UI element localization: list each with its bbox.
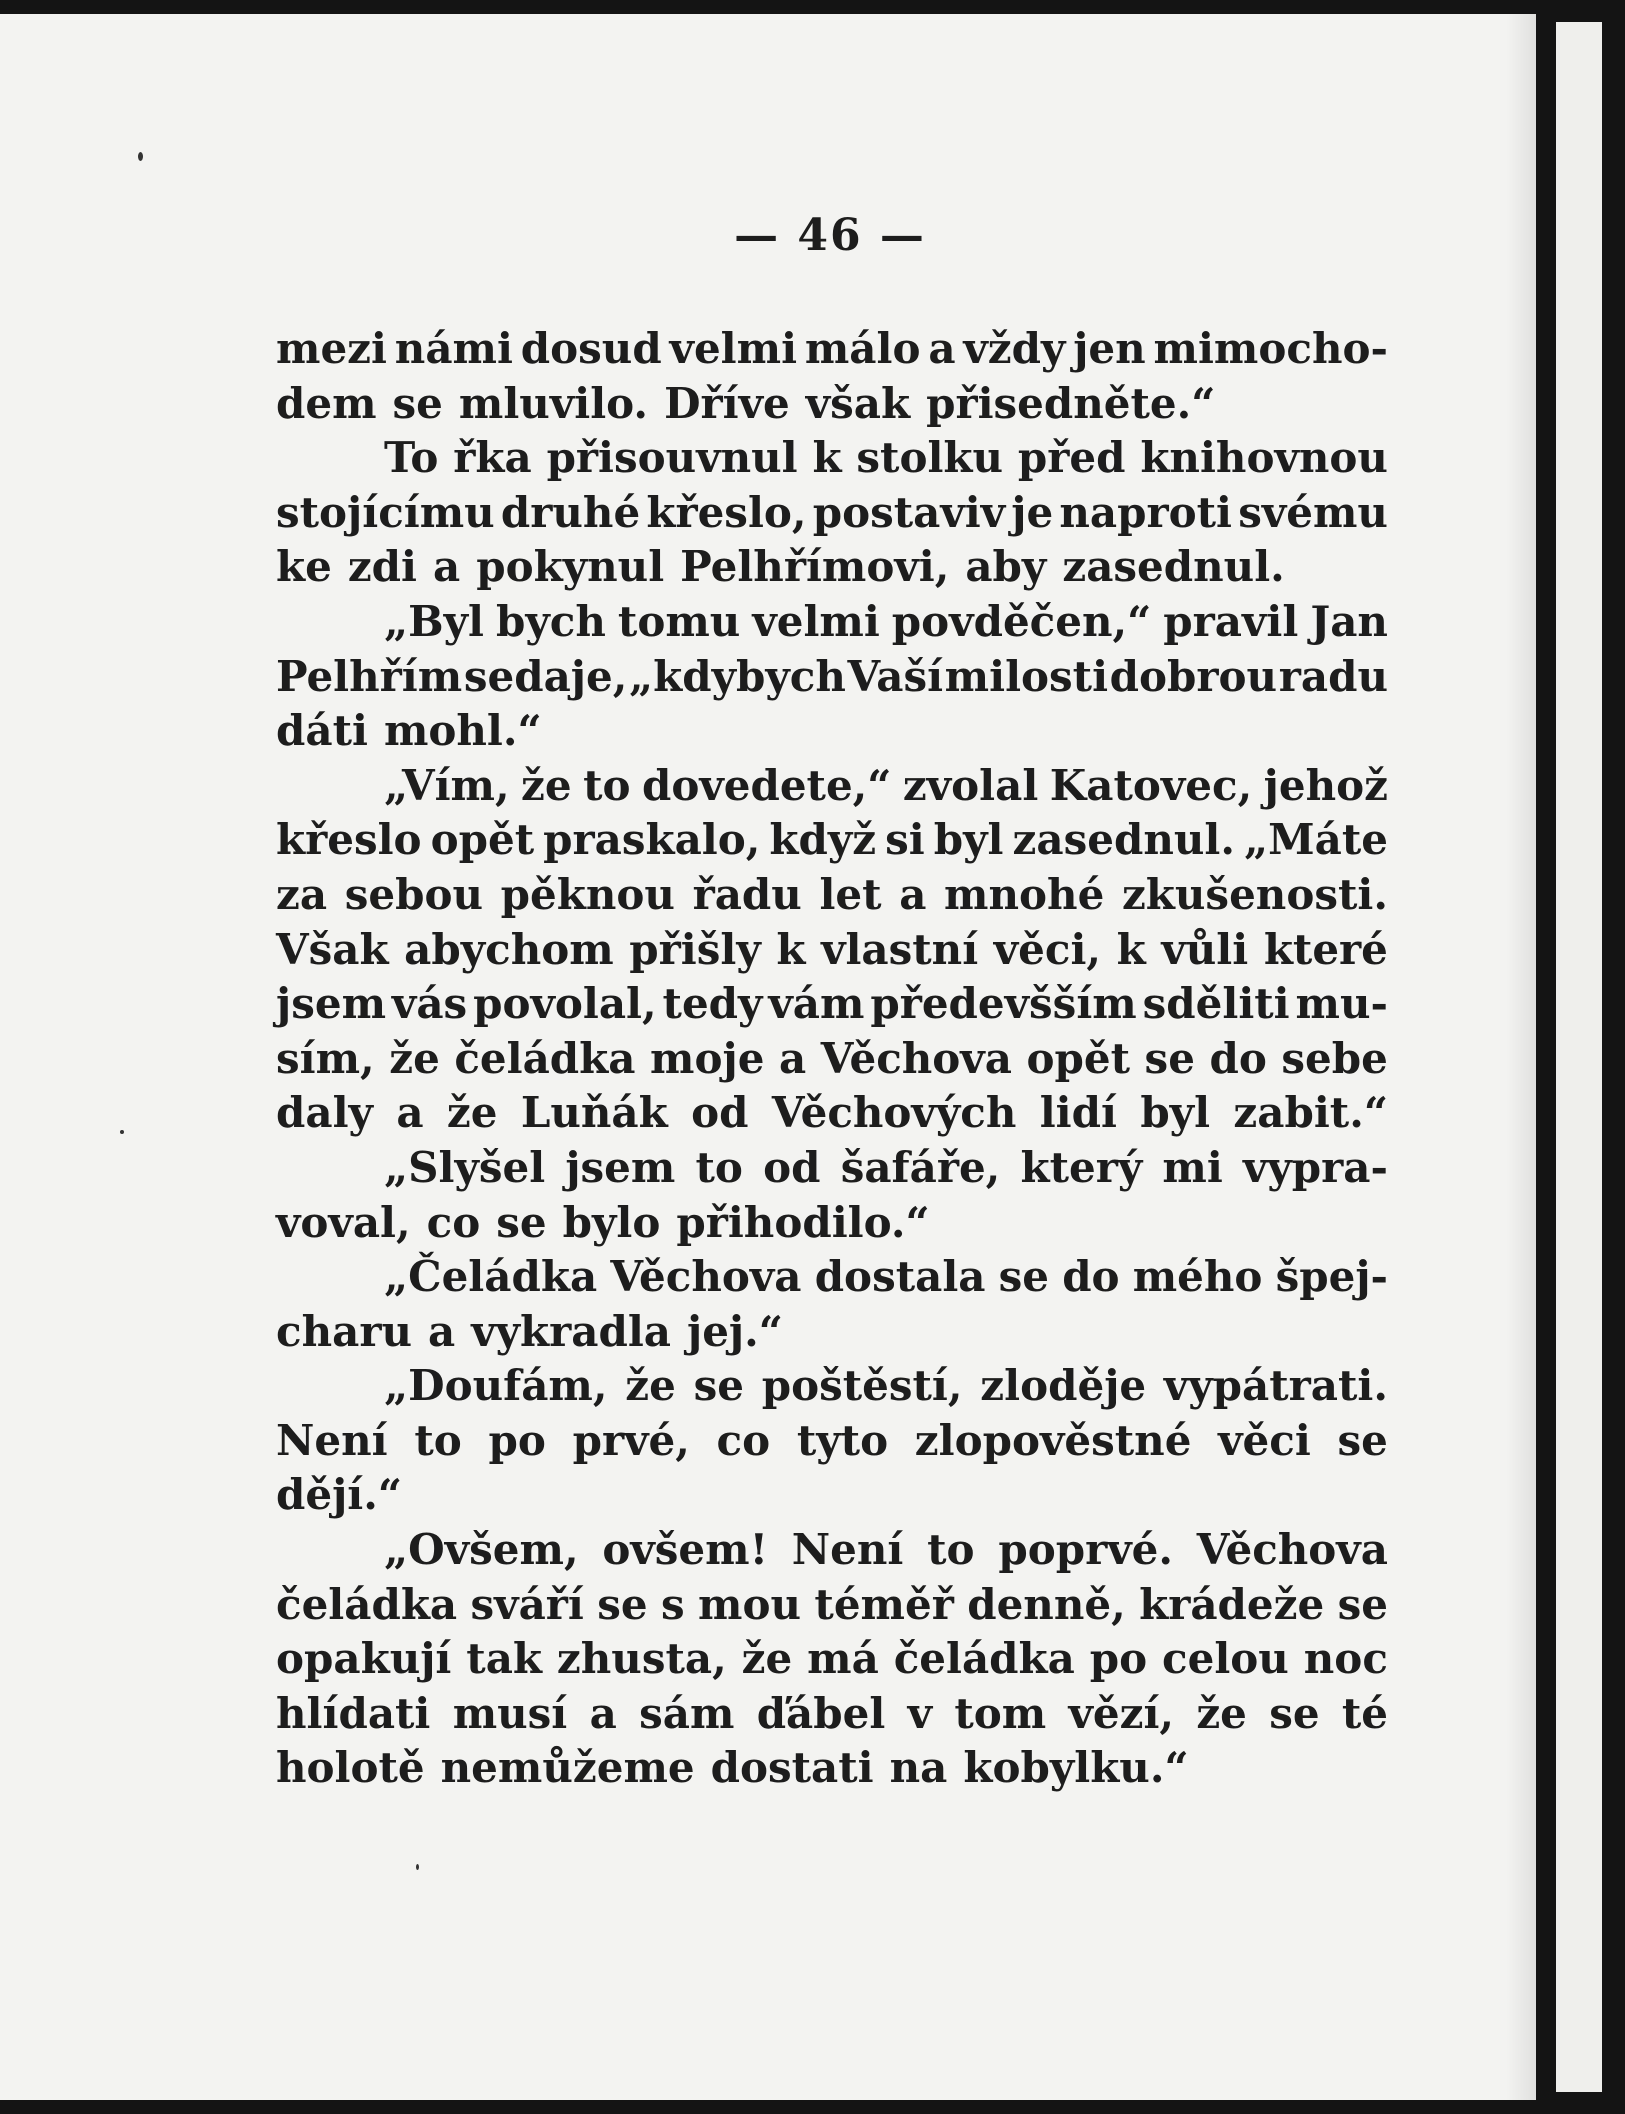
word: co xyxy=(426,1197,481,1247)
word: tom xyxy=(954,1688,1047,1738)
word: křeslo xyxy=(276,815,422,865)
word: Dříve xyxy=(664,378,790,428)
word: poštěstí, xyxy=(761,1361,963,1411)
word: svému xyxy=(1238,487,1388,537)
word: vlastní xyxy=(821,924,979,974)
word: „Vím, xyxy=(384,760,510,810)
word: na xyxy=(889,1743,948,1793)
word: před xyxy=(1017,433,1126,483)
word: knihovnou xyxy=(1140,433,1388,483)
word: byl xyxy=(933,815,1004,865)
word: málo xyxy=(804,324,921,373)
word: nemůžeme xyxy=(440,1743,695,1793)
word: hlídati xyxy=(276,1688,431,1738)
word: naproti xyxy=(1059,487,1233,537)
word: té xyxy=(1341,1688,1388,1738)
word: lidí xyxy=(1039,1088,1117,1138)
word: stolku xyxy=(856,433,1004,483)
word: věci xyxy=(1218,1415,1311,1465)
word: sím, xyxy=(276,1033,375,1083)
word: dějí.“ xyxy=(276,1470,403,1520)
word: se xyxy=(496,1197,547,1247)
word: tedy xyxy=(662,979,763,1029)
word: a xyxy=(589,1688,617,1738)
word: bylo xyxy=(562,1197,661,1247)
word: aby xyxy=(965,542,1047,592)
word: sděliti xyxy=(1142,979,1290,1029)
word: že xyxy=(741,1634,793,1684)
word: od xyxy=(691,1088,749,1138)
word: mnohé xyxy=(944,869,1105,919)
word: a xyxy=(899,869,927,919)
word: dovedete,“ xyxy=(641,760,892,810)
text-line xyxy=(276,486,1388,541)
word: dostati xyxy=(710,1743,874,1793)
word: postaviv xyxy=(812,487,1006,537)
word: zasednul. xyxy=(1062,542,1285,592)
word: opakují xyxy=(276,1634,452,1684)
word: Luňák xyxy=(520,1088,668,1138)
word: krádeže xyxy=(1139,1579,1325,1629)
word: s xyxy=(661,1579,685,1629)
word: „Čeládka xyxy=(384,1252,598,1302)
word: Věchova xyxy=(610,1252,802,1302)
word: daly xyxy=(276,1088,373,1138)
word: ďábel xyxy=(756,1688,886,1738)
word: si xyxy=(885,815,925,865)
word: To xyxy=(384,433,439,483)
word: opět xyxy=(430,815,535,865)
text-line xyxy=(276,1141,1388,1196)
text-line xyxy=(276,1632,1388,1687)
word: šafáře, xyxy=(840,1142,1001,1192)
text-line xyxy=(276,1250,1388,1305)
word: Jan xyxy=(1310,596,1388,646)
word: a xyxy=(396,1088,424,1138)
word: zvolal xyxy=(902,760,1039,810)
word: jen xyxy=(1073,324,1146,373)
word: velmi xyxy=(752,596,880,646)
page-number: — 46 — xyxy=(734,210,926,261)
word: zdi xyxy=(347,542,418,592)
word: „kdybych xyxy=(628,651,846,701)
word: mluvilo. xyxy=(458,378,649,428)
word: námi xyxy=(394,324,513,373)
word: to xyxy=(927,1525,975,1575)
word: povděčen,“ xyxy=(891,596,1152,646)
word: to xyxy=(414,1415,462,1465)
word: Vaší xyxy=(847,651,944,701)
word: co xyxy=(716,1415,771,1465)
word: a xyxy=(428,1306,456,1356)
word: dobrou xyxy=(1109,651,1278,701)
word: když xyxy=(769,815,877,865)
text-line xyxy=(276,377,1388,432)
word: čeládka xyxy=(276,1579,458,1629)
word: který xyxy=(1020,1142,1143,1192)
word: vykradla xyxy=(471,1306,672,1356)
book-page xyxy=(0,14,1536,2100)
word: špej- xyxy=(1275,1252,1388,1302)
word: Katovec, xyxy=(1049,760,1253,810)
word: jsem xyxy=(276,979,387,1029)
word: byl xyxy=(1140,1088,1211,1138)
word: Věchových xyxy=(771,1088,1017,1138)
word: sebe xyxy=(1281,1033,1388,1083)
text-line xyxy=(276,1032,1388,1087)
word: mou xyxy=(698,1579,802,1629)
word: po xyxy=(1089,1634,1148,1684)
word: věci, xyxy=(993,924,1102,974)
word: zasednul. xyxy=(1012,815,1235,865)
word: mohl.“ xyxy=(383,706,542,756)
word: předevšším xyxy=(870,979,1137,1029)
text-line xyxy=(276,704,1388,759)
word: k xyxy=(776,924,806,974)
word: charu xyxy=(276,1306,412,1356)
text-line xyxy=(276,540,1388,595)
word: denně, xyxy=(967,1579,1126,1629)
word: přihodilo.“ xyxy=(676,1197,930,1247)
word: povolal, xyxy=(473,979,657,1029)
body-text xyxy=(276,322,1388,1796)
word: Pelhřímovi, xyxy=(680,542,950,592)
text-line xyxy=(276,1468,1388,1523)
word: „Slyšel xyxy=(384,1142,546,1192)
word: celou xyxy=(1162,1634,1289,1684)
word: tomu xyxy=(617,596,741,646)
text-line xyxy=(276,759,1388,814)
word: zloděje xyxy=(980,1361,1147,1411)
word: řka xyxy=(453,433,532,483)
word: že xyxy=(389,1033,440,1083)
text-line xyxy=(276,868,1388,923)
text-line xyxy=(276,1414,1388,1469)
word: přisedněte.“ xyxy=(926,378,1216,428)
word: ke xyxy=(276,542,332,592)
word: to xyxy=(583,760,631,810)
word: vždy xyxy=(963,324,1066,373)
text-line xyxy=(276,977,1388,1032)
word: se xyxy=(597,1579,648,1629)
word: že xyxy=(446,1088,498,1138)
word: se xyxy=(998,1252,1050,1302)
word: přisouvnul xyxy=(546,433,798,483)
word: do xyxy=(1209,1033,1267,1083)
word: že xyxy=(625,1361,676,1411)
word: mimocho- xyxy=(1153,324,1388,373)
word: vězí, xyxy=(1068,1688,1175,1738)
word: tak xyxy=(466,1634,543,1684)
word: v xyxy=(907,1688,933,1738)
word: jehož xyxy=(1263,760,1388,810)
word: vypra- xyxy=(1243,1142,1388,1192)
word: vás xyxy=(391,979,468,1029)
word: jsem xyxy=(565,1142,676,1192)
text-line xyxy=(276,1086,1388,1141)
word: řadu xyxy=(692,869,802,919)
text-line xyxy=(276,1741,1388,1796)
speck xyxy=(120,1130,124,1134)
word: a xyxy=(928,324,956,373)
word: dostala xyxy=(814,1252,986,1302)
word: „Máte xyxy=(1244,815,1388,865)
word: milosti xyxy=(944,651,1109,701)
word: radu xyxy=(1278,651,1388,701)
word: mi xyxy=(1162,1142,1223,1192)
word: téměř xyxy=(814,1579,954,1629)
word: k xyxy=(812,433,842,483)
word: vám xyxy=(768,979,865,1029)
word: se xyxy=(1337,1579,1388,1629)
text-line xyxy=(276,322,1388,377)
text-line xyxy=(276,1305,1388,1360)
text-line xyxy=(276,1578,1388,1633)
word: kobylku.“ xyxy=(963,1743,1189,1793)
word: velmi xyxy=(669,324,798,373)
word: poprvé. xyxy=(998,1525,1173,1575)
word: křeslo, xyxy=(646,487,807,537)
text-line xyxy=(276,813,1388,868)
word: zhusta, xyxy=(556,1634,727,1684)
word: pěknou xyxy=(500,869,675,919)
word: že xyxy=(1196,1688,1247,1738)
word: „Doufám, xyxy=(384,1361,608,1411)
word: ovšem! xyxy=(602,1525,769,1575)
word: pravil xyxy=(1163,596,1299,646)
adjacent-page-edge xyxy=(1556,22,1602,2092)
text-line xyxy=(276,923,1388,978)
word: sám xyxy=(639,1688,735,1738)
word: zkušenosti. xyxy=(1121,869,1388,919)
word: mu- xyxy=(1295,979,1388,1029)
word: dáti xyxy=(276,706,368,756)
word: se xyxy=(1144,1033,1195,1083)
word: a xyxy=(778,1033,807,1083)
word: Však xyxy=(276,924,389,974)
word: sváří xyxy=(470,1579,584,1629)
word: Pelhřím xyxy=(276,651,463,701)
word: se xyxy=(1269,1688,1320,1738)
word: má xyxy=(807,1634,879,1684)
word: čeládka xyxy=(893,1634,1075,1684)
word: které xyxy=(1263,924,1388,974)
word: Věchova xyxy=(1196,1525,1388,1575)
word: je xyxy=(1011,487,1054,537)
word: sedaje, xyxy=(463,651,628,701)
word: čeládka xyxy=(454,1033,636,1083)
word: opět xyxy=(1026,1033,1130,1083)
text-line xyxy=(276,1687,1388,1742)
text-line xyxy=(276,650,1388,705)
word: že xyxy=(521,760,572,810)
word: Není xyxy=(276,1415,388,1465)
word: abychom xyxy=(404,924,614,974)
text-line xyxy=(276,1359,1388,1414)
word: a xyxy=(433,542,461,592)
word: holotě xyxy=(276,1743,425,1793)
word: stojícímu xyxy=(276,487,495,537)
word: dem xyxy=(276,378,377,428)
word: do xyxy=(1062,1252,1120,1302)
text-line xyxy=(276,595,1388,650)
word: přišly xyxy=(629,924,761,974)
word: Věchova xyxy=(820,1033,1012,1083)
speck xyxy=(138,152,143,161)
word: prvé, xyxy=(572,1415,690,1465)
word: pokynul xyxy=(476,542,665,592)
speck xyxy=(416,1864,419,1870)
word: voval, xyxy=(276,1197,411,1247)
word: to xyxy=(695,1142,743,1192)
word: tyto xyxy=(796,1415,889,1465)
word: od xyxy=(763,1142,821,1192)
word: dosud xyxy=(520,324,662,373)
word: se xyxy=(693,1361,744,1411)
word: Není xyxy=(791,1525,904,1575)
word: jej.“ xyxy=(687,1306,783,1356)
word: sebou xyxy=(344,869,484,919)
word: zabit.“ xyxy=(1233,1088,1388,1138)
word: se xyxy=(1337,1415,1388,1465)
text-line xyxy=(276,1196,1388,1251)
word: noc xyxy=(1303,1634,1388,1684)
word: musí xyxy=(452,1688,568,1738)
word: moje xyxy=(650,1033,765,1083)
word: „Byl xyxy=(384,596,485,646)
word: praskalo, xyxy=(543,815,761,865)
word: po xyxy=(488,1415,546,1465)
word: bych xyxy=(496,596,606,646)
word: však xyxy=(805,378,911,428)
word: vypátrati. xyxy=(1163,1361,1388,1411)
word: „Ovšem, xyxy=(384,1525,579,1575)
word: let xyxy=(819,869,882,919)
word: zlopověstné xyxy=(914,1415,1192,1465)
word: vůli xyxy=(1161,924,1249,974)
word: mezi xyxy=(276,324,387,373)
word: druhé xyxy=(500,487,641,537)
word: se xyxy=(392,378,443,428)
word: za xyxy=(276,869,328,919)
word: k xyxy=(1116,924,1146,974)
text-line xyxy=(276,431,1388,486)
text-line xyxy=(276,1523,1388,1578)
word: mého xyxy=(1132,1252,1263,1302)
